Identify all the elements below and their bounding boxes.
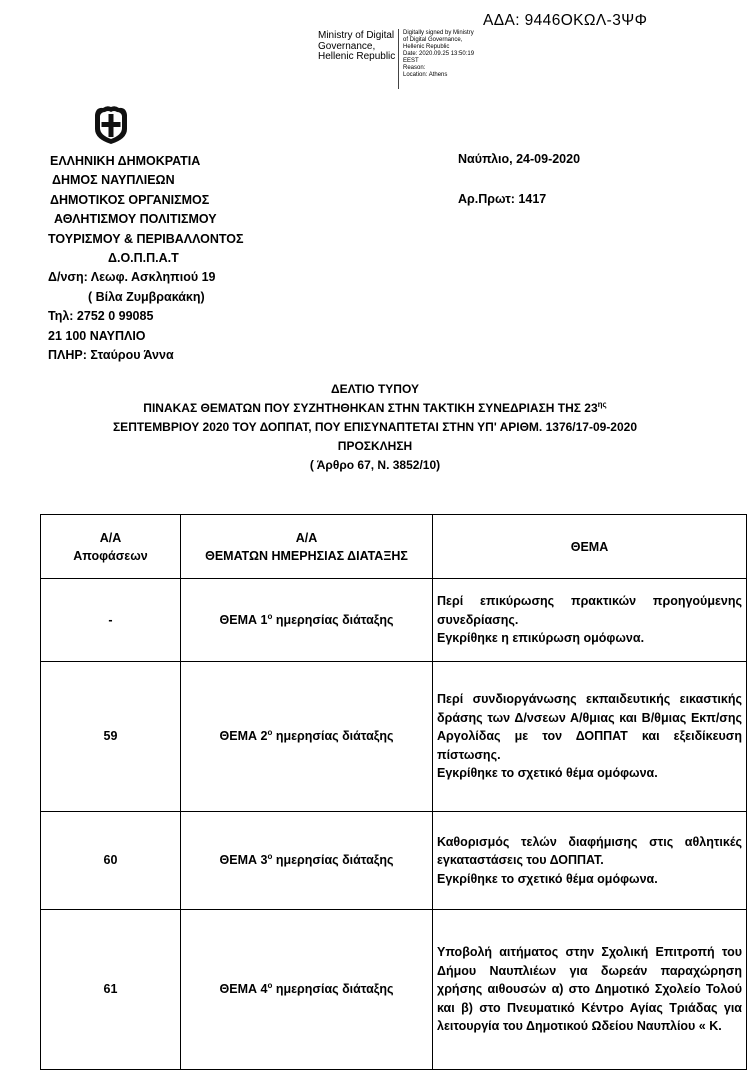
agenda-suffix: ημερησίας διάταξης xyxy=(272,853,394,868)
issuer-line: ( Βίλα Ζυμβρακάκη) xyxy=(88,289,205,304)
decision-number: - xyxy=(41,579,181,662)
agenda-prefix: ΘΕΜΑ 4 xyxy=(219,982,268,997)
signature-detail-line: Hellenic Republic xyxy=(403,44,450,50)
issuer-line: ΤΟΥΡΙΣΜΟΥ & ΠΕΡΙΒΑΛΛΟΝΤΟΣ xyxy=(48,231,244,246)
greek-emblem-icon xyxy=(93,105,129,145)
table-row xyxy=(41,812,747,910)
signature-detail-line: Digitally signed by Ministry xyxy=(403,30,474,36)
place-date: Ναύπλιο, 24-09-2020 xyxy=(458,152,581,166)
header-line: Α/Α xyxy=(99,530,122,545)
agenda-item xyxy=(181,910,433,1070)
signature-detail-line: Date: 2020.09.25 13:50:19 xyxy=(403,51,475,57)
signature-detail-line: Reason: xyxy=(403,65,426,71)
press-release-line: ΠΡΟΣΚΛΗΣΗ xyxy=(337,439,413,453)
agenda-prefix: ΘΕΜΑ 2 xyxy=(219,729,268,744)
decision-number: 59 xyxy=(41,662,181,812)
ordinal-superscript: ο xyxy=(267,981,273,991)
subject-cell xyxy=(433,662,747,812)
agenda-prefix: ΘΕΜΑ 3 xyxy=(219,853,268,868)
signature-divider xyxy=(398,29,399,89)
ordinal-superscript: ο xyxy=(267,611,273,621)
issuer-line: Δ/νση: Λεωφ. Ασκληπιού 19 xyxy=(48,270,216,285)
subject-paragraph: Περί επικύρωσης πρακτικών προηγούμενης συνεδρίασης. xyxy=(437,594,742,627)
ordinal-superscript: ο xyxy=(267,728,273,738)
issuer-line: ΔΗΜΟΣ ΝΑΥΠΛΙΕΩΝ xyxy=(52,173,175,188)
signature-org-line: Ministry of Digital xyxy=(318,30,395,41)
issuer-line: ΑΘΛΗΤΙΣΜΟΥ ΠΟΛΙΤΙΣΜΟΥ xyxy=(54,212,217,227)
ordinal-superscript: ης xyxy=(597,400,607,409)
subject-paragraph: Εγκρίθηκε το σχετικό θέμα ομόφωνα. xyxy=(437,871,658,886)
topics-table xyxy=(40,514,747,1070)
signature-detail-line: EEST xyxy=(403,58,419,64)
signature-organization xyxy=(318,31,395,63)
press-release-title: ΔΕΛΤΙΟ ΤΥΠΟΥ xyxy=(331,382,419,396)
subject-paragraph: Εγκρίθηκε η επικύρωση ομόφωνα. xyxy=(437,631,645,646)
agenda-item xyxy=(181,579,433,662)
press-release-line xyxy=(0,399,750,418)
ada-number: ΑΔΑ: 9446ΟΚΩΛ-3ΨΦ xyxy=(483,12,648,29)
press-release-line: ( Άρθρο 67, Ν. 3852/10) xyxy=(309,458,441,472)
press-release-line: ΣΕΠΤΕΜΒΡΙΟΥ 2020 ΤΟΥ ΔΟΠΠΑΤ, ΠΟΥ ΕΠΙΣΥΝΑΠΤΕΤΑΙ ΣΤΗΝ ΥΠ' ΑΡΙΘΜ. 1376/17-09-2020 xyxy=(112,420,638,434)
subject-cell xyxy=(433,579,747,662)
subject-paragraph: Περί συνδιοργάνωσης εκπαιδευτικής εικαστικής δράσης των Δ/νσεων Α/θμιας και Β/θμιας Εκπ/σης Αργολίδας με τον ΔΟΠΠΑΤ και εξειδίκευση πίστωσης. xyxy=(437,692,742,762)
signature-detail-line: of Digital Governance, xyxy=(403,37,463,43)
agenda-suffix: ημερησίας διάταξης xyxy=(272,729,394,744)
issuer-line: ΕΛΛΗΝΙΚΗ ΔΗΜΟΚΡΑΤΙΑ xyxy=(50,154,201,168)
subject-paragraph: Καθορισμός τελών διαφήμισης στις αθλητικές εγκαταστάσεις του ΔΟΠΠΑΤ. xyxy=(437,834,742,868)
signature-org-line: Governance, xyxy=(318,40,376,52)
issuer-line: Τηλ: 2752 0 99085 xyxy=(48,309,154,324)
issuer-line: Δ.Ο.Π.Π.Α.Τ xyxy=(108,251,179,266)
agenda-suffix: ημερησίας διάταξης xyxy=(272,982,394,997)
issuer-line: 21 100 ΝΑΥΠΛΙΟ xyxy=(48,328,146,343)
table-row xyxy=(41,910,747,1070)
table-row xyxy=(41,579,747,662)
table-header-row xyxy=(41,515,747,579)
signature-details xyxy=(403,30,474,79)
decision-number: 61 xyxy=(41,910,181,1070)
agenda-suffix: ημερησίας διάταξης xyxy=(272,612,394,627)
signature-detail-line: Location: Athens xyxy=(403,72,448,78)
decision-number: 60 xyxy=(41,812,181,910)
agenda-prefix: ΘΕΜΑ 1 xyxy=(219,612,268,627)
agenda-item xyxy=(181,812,433,910)
issuer-line: ΔΗΜΟΤΙΚΟΣ ΟΡΓΑΝΙΣΜΟΣ xyxy=(50,192,210,207)
subject-paragraph: Υποβολή αιτήματος στην Σχολική Επιτροπή του Δήμου Ναυπλιέων για δωρεάν παραχώρηση χρήσης αιθουσών α) στο Δημοτικό Σχολείο Τολού και β) στο Πνευματικό Κέντρο Αγίας Τριάδας για λειτουργία του Δημοτικού Ωδείου Ναυπλίου « Κ. xyxy=(437,945,742,1034)
issuer-line: ΠΛΗΡ: Σταύρου Άννα xyxy=(48,348,174,363)
issuer-header xyxy=(40,152,320,365)
header-line: Αποφάσεων xyxy=(73,548,148,563)
subject-cell xyxy=(433,910,747,1070)
subject-paragraph: Εγκρίθηκε το σχετικό θέμα ομόφωνα. xyxy=(437,766,658,781)
signature-org-line: Hellenic Republic xyxy=(318,51,396,62)
column-header-subject: ΘΕΜΑ xyxy=(433,515,747,579)
protocol-number: Αρ.Πρωτ: 1417 xyxy=(458,192,547,206)
agenda-item xyxy=(181,662,433,812)
press-release-heading xyxy=(0,380,750,475)
column-header-decision xyxy=(41,515,181,579)
press-release-line-text: ΠΙΝΑΚΑΣ ΘΕΜΑΤΩΝ ΠΟΥ ΣΥΖΗΤΗΘΗΚΑΝ ΣΤΗΝ ΤΑΚΤΙΚΗ ΣΥΝΕΔΡΙΑΣΗ ΤΗΣ 23 xyxy=(143,401,598,415)
header-line: ΘΕΜΑΤΩΝ ΗΜΕΡΗΣΙΑΣ ΔΙΑΤΑΞΗΣ xyxy=(205,548,408,563)
header-line: Α/Α xyxy=(295,530,318,545)
subject-cell xyxy=(433,812,747,910)
ordinal-superscript: ο xyxy=(267,852,273,862)
table-row xyxy=(41,662,747,812)
column-header-agenda xyxy=(181,515,433,579)
